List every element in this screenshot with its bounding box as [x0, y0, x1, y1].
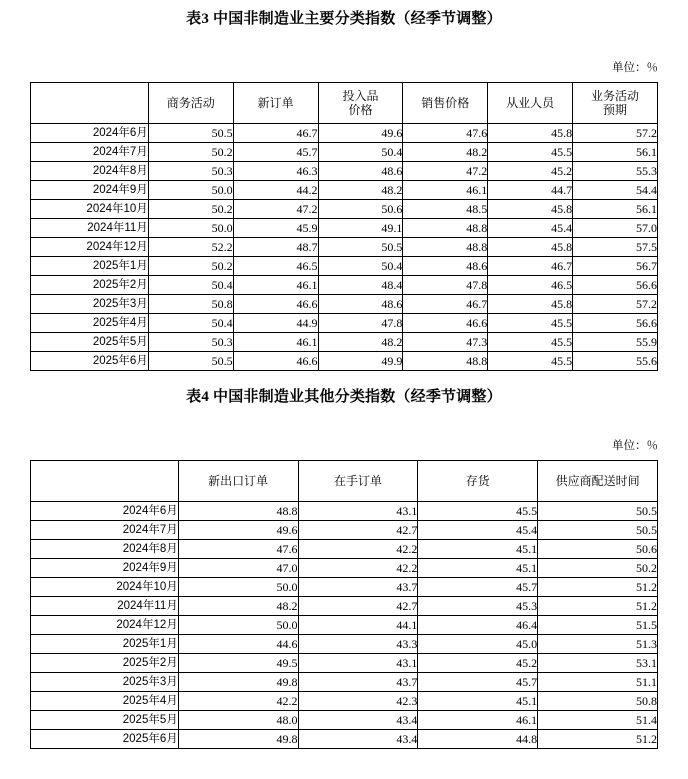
cell-value: 48.2	[403, 143, 488, 162]
cell-value: 45.4	[488, 219, 573, 238]
row-label: 2025年1月	[31, 635, 179, 654]
table-row	[31, 578, 658, 597]
cell-value: 42.7	[298, 597, 418, 616]
table-3	[30, 82, 658, 371]
row-label: 2025年1月	[31, 257, 149, 276]
cell-value: 43.7	[298, 578, 418, 597]
cell-value: 46.5	[488, 276, 573, 295]
row-label: 2025年3月	[31, 295, 149, 314]
cell-value: 43.1	[298, 654, 418, 673]
table-4-col-corner	[31, 461, 179, 502]
table-3-col-corner	[31, 83, 149, 124]
table-block-4	[0, 371, 688, 749]
table-4-unit: 单位：％	[612, 440, 658, 452]
table-3-col-employment: 从业人员	[488, 83, 573, 124]
table-row	[31, 540, 658, 559]
cell-value: 43.7	[298, 673, 418, 692]
table-3-col-expectations-line1: 业务活动	[591, 89, 640, 103]
row-label: 2024年10月	[31, 578, 179, 597]
cell-value: 50.0	[178, 616, 298, 635]
cell-value: 50.8	[538, 692, 658, 711]
cell-value: 50.2	[148, 143, 233, 162]
row-label: 2025年2月	[31, 276, 149, 295]
cell-value: 48.0	[178, 711, 298, 730]
table-row	[31, 692, 658, 711]
table-4-title: 表4 中国非制造业其他分类指数（经季节调整）	[186, 389, 502, 405]
cell-value: 45.2	[418, 654, 538, 673]
row-label: 2024年7月	[31, 521, 179, 540]
cell-value: 47.6	[403, 124, 488, 143]
table-4-col-new-export-orders: 新出口订单	[178, 461, 298, 502]
cell-value: 43.3	[298, 635, 418, 654]
table-row	[31, 352, 658, 371]
cell-value: 44.8	[418, 730, 538, 749]
cell-value: 45.1	[418, 540, 538, 559]
cell-value: 50.8	[148, 295, 233, 314]
row-label: 2025年3月	[31, 673, 179, 692]
table-row	[31, 616, 658, 635]
cell-value: 45.8	[488, 124, 573, 143]
cell-value: 57.2	[573, 124, 658, 143]
cell-value: 55.9	[573, 333, 658, 352]
table-row	[31, 124, 658, 143]
table-4-body	[31, 502, 658, 749]
cell-value: 50.5	[148, 124, 233, 143]
cell-value: 46.6	[233, 295, 318, 314]
cell-value: 43.4	[298, 711, 418, 730]
cell-value: 48.4	[318, 276, 403, 295]
cell-value: 45.4	[418, 521, 538, 540]
cell-value: 48.8	[403, 219, 488, 238]
table-3-col-expectations	[573, 83, 658, 124]
cell-value: 46.5	[233, 257, 318, 276]
cell-value: 45.1	[418, 692, 538, 711]
cell-value: 47.8	[318, 314, 403, 333]
table-4-col-inventory: 存货	[418, 461, 538, 502]
cell-value: 44.2	[233, 181, 318, 200]
cell-value: 56.6	[573, 276, 658, 295]
table-row	[31, 597, 658, 616]
cell-value: 49.6	[178, 521, 298, 540]
table-4-header-row	[31, 461, 658, 502]
cell-value: 48.2	[318, 333, 403, 352]
cell-value: 50.5	[538, 502, 658, 521]
cell-value: 57.0	[573, 219, 658, 238]
cell-value: 51.2	[538, 730, 658, 749]
table-row	[31, 257, 658, 276]
cell-value: 51.2	[538, 597, 658, 616]
cell-value: 54.4	[573, 181, 658, 200]
cell-value: 55.6	[573, 352, 658, 371]
cell-value: 45.5	[418, 502, 538, 521]
cell-value: 50.0	[148, 181, 233, 200]
row-label: 2024年11月	[31, 219, 149, 238]
cell-value: 47.8	[403, 276, 488, 295]
table-row	[31, 654, 658, 673]
cell-value: 50.2	[148, 200, 233, 219]
cell-value: 49.1	[318, 219, 403, 238]
cell-value: 52.2	[148, 238, 233, 257]
table-row	[31, 219, 658, 238]
cell-value: 45.7	[418, 673, 538, 692]
table-3-col-input-prices	[318, 83, 403, 124]
cell-value: 42.3	[298, 692, 418, 711]
cell-value: 45.7	[233, 143, 318, 162]
cell-value: 49.8	[178, 673, 298, 692]
cell-value: 45.3	[418, 597, 538, 616]
table-row	[31, 521, 658, 540]
cell-value: 49.6	[318, 124, 403, 143]
table-3-col-business-activity: 商务活动	[148, 83, 233, 124]
cell-value: 47.0	[178, 559, 298, 578]
table-4-col-backlog-orders: 在手订单	[298, 461, 418, 502]
cell-value: 50.3	[148, 333, 233, 352]
cell-value: 45.5	[488, 333, 573, 352]
table-row	[31, 559, 658, 578]
cell-value: 43.4	[298, 730, 418, 749]
cell-value: 48.2	[178, 597, 298, 616]
cell-value: 51.4	[538, 711, 658, 730]
cell-value: 48.6	[318, 162, 403, 181]
row-label: 2024年8月	[31, 540, 179, 559]
table-row	[31, 730, 658, 749]
cell-value: 49.8	[178, 730, 298, 749]
row-label: 2025年4月	[31, 314, 149, 333]
cell-value: 50.4	[318, 257, 403, 276]
cell-value: 50.4	[148, 276, 233, 295]
cell-value: 50.0	[148, 219, 233, 238]
table-3-header-row	[31, 83, 658, 124]
cell-value: 50.6	[318, 200, 403, 219]
cell-value: 46.6	[233, 352, 318, 371]
cell-value: 50.5	[318, 238, 403, 257]
cell-value: 51.2	[538, 578, 658, 597]
cell-value: 56.1	[573, 143, 658, 162]
cell-value: 46.3	[233, 162, 318, 181]
table-3-unit: 单位：％	[612, 62, 658, 74]
cell-value: 42.2	[178, 692, 298, 711]
cell-value: 47.2	[403, 162, 488, 181]
cell-value: 51.1	[538, 673, 658, 692]
cell-value: 48.2	[318, 181, 403, 200]
cell-value: 53.1	[538, 654, 658, 673]
cell-value: 45.1	[418, 559, 538, 578]
cell-value: 45.5	[488, 314, 573, 333]
cell-value: 45.5	[488, 143, 573, 162]
cell-value: 56.6	[573, 314, 658, 333]
cell-value: 42.7	[298, 521, 418, 540]
cell-value: 45.9	[233, 219, 318, 238]
table-3-col-new-orders: 新订单	[233, 83, 318, 124]
cell-value: 44.6	[178, 635, 298, 654]
row-label: 2025年4月	[31, 692, 179, 711]
table-3-col-sales-prices: 销售价格	[403, 83, 488, 124]
cell-value: 48.5	[403, 200, 488, 219]
table-row	[31, 200, 658, 219]
cell-value: 49.5	[178, 654, 298, 673]
cell-value: 48.7	[233, 238, 318, 257]
cell-value: 44.9	[233, 314, 318, 333]
table-row	[31, 314, 658, 333]
cell-value: 48.6	[403, 257, 488, 276]
cell-value: 51.3	[538, 635, 658, 654]
cell-value: 45.8	[488, 238, 573, 257]
row-label: 2025年6月	[31, 730, 179, 749]
cell-value: 50.4	[148, 314, 233, 333]
cell-value: 57.5	[573, 238, 658, 257]
row-label: 2024年6月	[31, 124, 149, 143]
row-label: 2024年6月	[31, 502, 179, 521]
cell-value: 48.8	[178, 502, 298, 521]
cell-value: 46.1	[418, 711, 538, 730]
cell-value: 46.7	[403, 295, 488, 314]
cell-value: 56.1	[573, 200, 658, 219]
cell-value: 50.4	[318, 143, 403, 162]
cell-value: 46.1	[403, 181, 488, 200]
table-4-col-supplier-delivery-time: 供应商配送时间	[538, 461, 658, 502]
table-row	[31, 238, 658, 257]
cell-value: 42.2	[298, 540, 418, 559]
cell-value: 51.5	[538, 616, 658, 635]
table-row	[31, 162, 658, 181]
cell-value: 50.2	[148, 257, 233, 276]
table-row	[31, 295, 658, 314]
cell-value: 48.8	[403, 238, 488, 257]
cell-value: 50.6	[538, 540, 658, 559]
table-3-body	[31, 124, 658, 371]
cell-value: 45.5	[488, 352, 573, 371]
cell-value: 46.1	[233, 333, 318, 352]
table-row	[31, 502, 658, 521]
row-label: 2025年5月	[31, 711, 179, 730]
cell-value: 47.6	[178, 540, 298, 559]
cell-value: 50.0	[178, 578, 298, 597]
row-label: 2024年12月	[31, 616, 179, 635]
cell-value: 50.3	[148, 162, 233, 181]
table-row	[31, 143, 658, 162]
cell-value: 47.2	[233, 200, 318, 219]
table-row	[31, 181, 658, 200]
row-label: 2025年6月	[31, 352, 149, 371]
table-3-col-input-prices-line2: 价格	[348, 103, 373, 117]
table-3-col-expectations-line2: 预期	[603, 103, 628, 117]
cell-value: 46.4	[418, 616, 538, 635]
cell-value: 50.2	[538, 559, 658, 578]
row-label: 2024年12月	[31, 238, 149, 257]
cell-value: 44.1	[298, 616, 418, 635]
table-row	[31, 333, 658, 352]
row-label: 2025年2月	[31, 654, 179, 673]
cell-value: 47.3	[403, 333, 488, 352]
row-label: 2024年11月	[31, 597, 179, 616]
cell-value: 45.7	[418, 578, 538, 597]
table-row	[31, 711, 658, 730]
row-label: 2024年10月	[31, 200, 149, 219]
table-row	[31, 276, 658, 295]
cell-value: 55.3	[573, 162, 658, 181]
row-label: 2024年9月	[31, 181, 149, 200]
cell-value: 42.2	[298, 559, 418, 578]
cell-value: 45.2	[488, 162, 573, 181]
cell-value: 46.7	[233, 124, 318, 143]
cell-value: 45.8	[488, 200, 573, 219]
table-row	[31, 673, 658, 692]
row-label: 2024年8月	[31, 162, 149, 181]
cell-value: 57.2	[573, 295, 658, 314]
cell-value: 45.0	[418, 635, 538, 654]
table-4	[30, 460, 658, 749]
cell-value: 48.8	[403, 352, 488, 371]
row-label: 2025年5月	[31, 333, 149, 352]
row-label: 2024年7月	[31, 143, 149, 162]
cell-value: 45.8	[488, 295, 573, 314]
table-3-title: 表3 中国非制造业主要分类指数（经季节调整）	[186, 11, 502, 27]
table-block-3	[0, 0, 688, 371]
cell-value: 46.6	[403, 314, 488, 333]
cell-value: 50.5	[148, 352, 233, 371]
cell-value: 46.7	[488, 257, 573, 276]
cell-value: 48.6	[318, 295, 403, 314]
table-3-col-input-prices-line1: 投入品	[342, 89, 379, 103]
table-row	[31, 635, 658, 654]
cell-value: 43.1	[298, 502, 418, 521]
row-label: 2024年9月	[31, 559, 179, 578]
cell-value: 46.1	[233, 276, 318, 295]
cell-value: 44.7	[488, 181, 573, 200]
cell-value: 56.7	[573, 257, 658, 276]
cell-value: 50.5	[538, 521, 658, 540]
cell-value: 49.9	[318, 352, 403, 371]
